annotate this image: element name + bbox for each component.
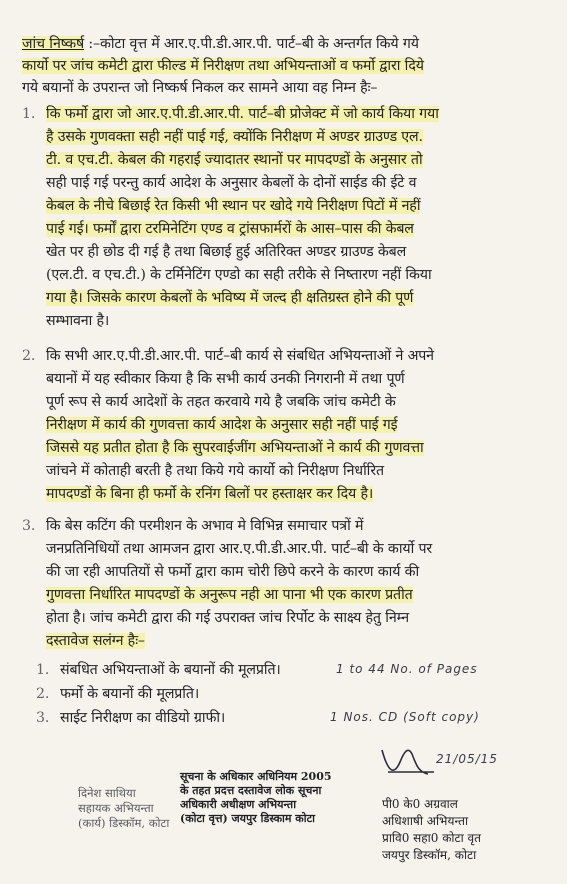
signatory-office: प्रावि0 सहा0 कोटा वृत — [382, 831, 482, 845]
finding-line: जनप्रतिनिधियों तथा आमजन द्वारा आर.ए.पी.डी.आर.पी. पार्ट–बी के कार्यो पर — [46, 541, 433, 557]
enclosure-number: 2. — [36, 686, 50, 702]
finding-line: निरीक्षण में कार्य की गुणवत्ता कार्य आदेश के अनुसार सही नहीं पाई गई — [46, 417, 398, 433]
finding-line: कि फर्मो द्वारा जो आर.ए.पी.डी.आर.पी. पार्ट–बी प्रोजेक्ट में जो कार्य किया गया — [46, 106, 439, 122]
finding-line: की जा रही आपतियों से फर्मो द्वारा काम चोरी छिपे करने के कारण कार्य की — [46, 564, 420, 580]
intro-text: :–कोटा वृत्त में आर.ए.पी.डी.आर.पी. पार्ट–बी के अन्तर्गत किये गये — [88, 36, 419, 52]
finding-line: बयानों में यह स्वीकार किया है कि सभी कार्य उनकी निगरानी में तथा पूर्ण — [46, 371, 405, 387]
finding-line: होता है। जांच कमेटी द्वारा की गई उपराक्त जांच रिर्पोट के साक्ष्य हेतु निम्न — [46, 610, 409, 626]
finding-line: टी. व एच.टी. केबल की गहराई ज्यादातर स्थानों पर मापदण्डों के अनुसार तो — [46, 152, 423, 168]
conclusion-heading: जांच निष्कर्ष — [22, 36, 85, 52]
finding-line: जिससे यह प्रतीत होता है कि सुपरवाईजींग अभियन्ताओं ने कार्य की गुणवत्ता — [46, 440, 424, 456]
finding-number: 2. — [22, 348, 36, 364]
intro-text: गये बयानों के उपरान्त जो निष्कर्ष निकल कर सामने आया वह निम्न हैः– — [22, 80, 378, 96]
finding-line: (एल.टी. व एच.टी.) के टर्मिनेटिंग एण्डो का सही तरीके से निष्तारण नहीं किया — [46, 267, 432, 283]
finding-line: गुणवत्ता निर्धारित मापदण्डों के अनुरूप नही आ पाना भी एक कारण प्रतीत — [46, 587, 413, 603]
enclosure-item: साईट निरीक्षण का वीडियो ग्राफी। — [60, 710, 226, 726]
finding-number: 3. — [22, 518, 36, 534]
finding-line: खेत पर ही छोड दी गई है तथा बिछाई हुई अतिरिक्त अण्डर ग्राउण्ड केबल — [46, 244, 407, 260]
signatory-org: जयपुर डिस्कॉम, कोटा — [382, 848, 477, 862]
signatory-designation: अधिशाषी अभियन्ता — [382, 814, 469, 828]
signature-date: 21/05/15 — [436, 752, 498, 766]
enclosure-item: संबधित अभियन्ताओं के बयानों की मूलप्रति। — [60, 662, 281, 678]
finding-line: दस्तावेज सलंग्न हैः– — [46, 633, 145, 649]
enclosure-number: 1. — [36, 662, 50, 678]
finding-line: है उसके गुणवक्ता सही नहीं पाई गई, क्योंकि निरीक्षण में अण्डर ग्राउण्ड एल. — [46, 129, 423, 145]
handwritten-note: 1 to 44 No. of Pages — [336, 662, 478, 676]
finding-number: 1. — [22, 106, 36, 122]
signature-scribble — [378, 742, 438, 780]
rti-stamp: सूचना के अधिकार अधिनियम 2005 के तहत प्रदत्त दस्तावेज लोक सूचना अधिकारी अधीक्षण अभियन्ता (कोटा वृत्त) जयपुर डिस्काम कोटा — [180, 770, 332, 825]
signatory-name: पी0 के0 अग्रवाल — [382, 797, 458, 811]
finding-line: सम्भावना है। — [46, 313, 110, 329]
finding-line: कि सभी आर.ए.पी.डी.आर.पी. पार्ट–बी कार्य से संबधित अभियन्ताओं ने अपने — [46, 348, 434, 364]
signatory-block — [382, 796, 481, 864]
finding-line: गया है। जिसके कारण केबलों के भविष्य में जल्द ही क्षतिग्रस्त होने की पूर्ण — [46, 290, 414, 306]
finding-line: पाई गई। फर्मों द्वारा टरमिनेटिंग एण्ड व ट्रांसफार्मरों के आस–पास की केबल — [46, 221, 414, 237]
intro-line — [22, 34, 419, 54]
finding-line: पूर्ण रूप से कार्य आदेशों के तहत करवाये गये है जबकि जांच कमेटी के — [46, 394, 396, 410]
finding-line: केबल के नीचे बिछाई रेत किसी भी स्थान पर खोदे गये निरीक्षण पिटों में नहीं — [46, 198, 421, 214]
stamp-left: दिनेश साथिया सहायक अभियन्ता (कार्य) डिस्कॉम, कोटा — [78, 786, 170, 830]
handwritten-note: 1 Nos. CD (Soft copy) — [330, 710, 480, 724]
finding-line: मापदण्डों के बिना ही फर्मो के रनिंग बिलों पर हस्ताक्षर कर दिय है। — [46, 486, 374, 502]
intro-line — [22, 78, 377, 98]
enclosure-item: फर्मो के बयानों की मूलप्रति। — [60, 686, 200, 702]
intro-text: कार्यो पर जांच कमेटी द्वारा फील्ड में निरीक्षण तथा अभियन्ताओं व फर्मो द्वारा दिये — [22, 58, 424, 74]
finding-line: जांचने में कोताही बरती है तथा किये गये कार्यो को निरीक्षण निर्धारित — [46, 463, 384, 479]
enclosure-number: 3. — [36, 710, 50, 726]
finding-line: सही पाई गई परन्तु कार्य आदेश के अनुसार केबलों के दोनों साईड की ईटे व — [46, 175, 417, 191]
intro-line — [22, 56, 424, 76]
finding-line: कि बेस कटिंग की परमीशन के अभाव मे विभिन्न समाचार पत्रों में — [46, 518, 364, 534]
